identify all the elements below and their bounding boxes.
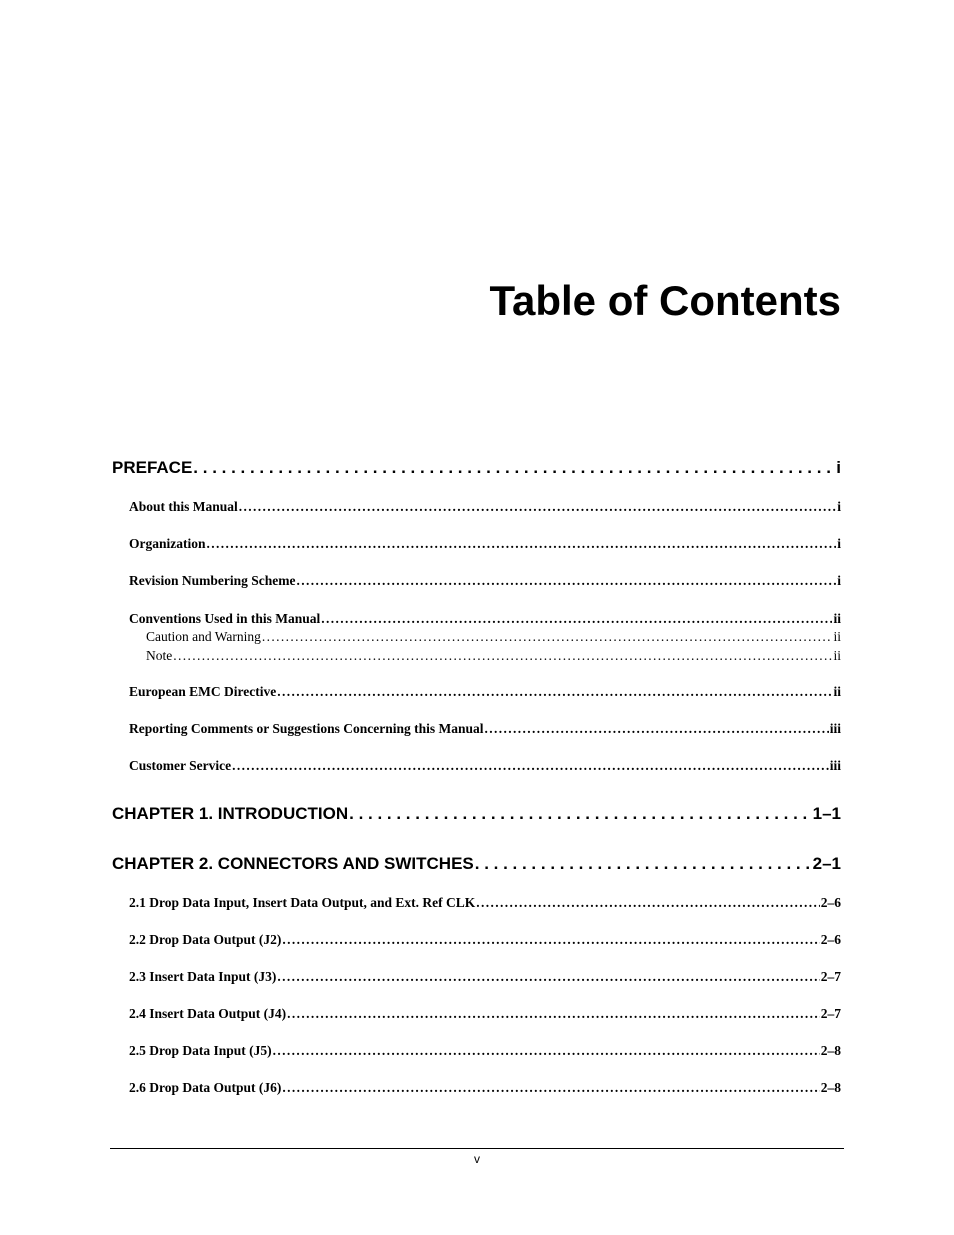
dot-leader [485, 720, 829, 738]
dot-leader [273, 1042, 820, 1060]
dot-leader [173, 647, 832, 665]
toc-entry-chapter-1[interactable] [112, 803, 841, 825]
toc-entry-label: 2.1 Drop Data Input, Insert Data Output, and Ext. Ref CLK [129, 895, 476, 910]
dot-leader [232, 757, 829, 775]
toc-entry-page: 1–1 [812, 804, 841, 823]
dot-leader [282, 931, 819, 949]
toc-entry-page: 2–1 [812, 854, 841, 873]
toc-entry-note[interactable] [146, 647, 841, 665]
dot-leader [349, 803, 812, 825]
dot-leader [297, 572, 837, 590]
toc-entry-page: 2–7 [820, 969, 841, 984]
toc-entry-page: ii [833, 611, 841, 626]
toc-entry-page: i [836, 458, 841, 477]
toc-entry-label: Revision Numbering Scheme [129, 573, 296, 588]
toc-entry-page: ii [833, 629, 841, 644]
toc-entry-section-2-3[interactable] [129, 968, 841, 986]
dot-leader [262, 628, 833, 646]
toc-entry-page: i [837, 536, 841, 551]
toc-entry-label: Organization [129, 536, 206, 551]
dot-leader [476, 894, 819, 912]
toc-entry-label: 2.4 Insert Data Output (J4) [129, 1006, 287, 1021]
dot-leader [193, 457, 835, 479]
footer-divider [110, 1148, 844, 1149]
dot-leader [277, 968, 819, 986]
toc-entry-chapter-2[interactable] [112, 853, 841, 875]
toc-entry-conventions[interactable] [129, 610, 841, 628]
toc-entry-reporting-comments[interactable] [129, 720, 841, 738]
toc-entry-label: Reporting Comments or Suggestions Concerning this Manual [129, 721, 484, 736]
dot-leader [282, 1079, 819, 1097]
toc-entry-page: ii [833, 648, 841, 663]
toc-entry-page: i [837, 499, 841, 514]
toc-entry-section-2-6[interactable] [129, 1079, 841, 1097]
dot-leader [287, 1005, 820, 1023]
toc-entry-page: i [837, 573, 841, 588]
dot-leader [321, 610, 832, 628]
dot-leader [277, 683, 832, 701]
toc-entry-section-2-4[interactable] [129, 1005, 841, 1023]
toc-entry-organization[interactable] [129, 535, 841, 553]
toc-entry-label: Conventions Used in this Manual [129, 611, 321, 626]
toc-entry-label: 2.6 Drop Data Output (J6) [129, 1080, 282, 1095]
toc-entry-preface[interactable] [112, 457, 841, 479]
toc-entry-page: 2–8 [820, 1080, 841, 1095]
toc-entry-page: iii [829, 758, 841, 773]
toc-entry-european-emc-directive[interactable] [129, 683, 841, 701]
toc-entry-caution-and-warning[interactable] [146, 628, 841, 646]
toc-entry-revision-numbering-scheme[interactable] [129, 572, 841, 590]
toc-entry-label: About this Manual [129, 499, 238, 514]
toc-entry-page: 2–6 [820, 932, 841, 947]
dot-leader [207, 535, 837, 553]
toc-entry-page: ii [833, 684, 841, 699]
toc-entry-section-2-2[interactable] [129, 931, 841, 949]
dot-leader [239, 498, 836, 516]
toc-entry-label: 2.2 Drop Data Output (J2) [129, 932, 282, 947]
toc-entry-customer-service[interactable] [129, 757, 841, 775]
page-title: Table of Contents [489, 277, 841, 324]
dot-leader [475, 853, 812, 875]
toc-entry-section-2-5[interactable] [129, 1042, 841, 1060]
toc-entry-label: Note [146, 648, 173, 663]
toc-entry-page: 2–8 [820, 1043, 841, 1058]
toc-entry-label: PREFACE [112, 458, 193, 477]
toc-entry-label: CHAPTER 1. INTRODUCTION [112, 804, 349, 823]
toc-entry-page: 2–7 [820, 1006, 841, 1021]
toc-entry-section-2-1[interactable] [129, 894, 841, 912]
toc-entry-label: CHAPTER 2. CONNECTORS AND SWITCHES [112, 854, 474, 873]
toc-entry-page: 2–6 [820, 895, 841, 910]
toc-entry-label: 2.3 Insert Data Input (J3) [129, 969, 277, 984]
toc-entry-label: Customer Service [129, 758, 232, 773]
toc-entry-about-this-manual[interactable] [129, 498, 841, 516]
toc-entry-label: European EMC Directive [129, 684, 277, 699]
toc-entry-label: 2.5 Drop Data Input (J5) [129, 1043, 272, 1058]
toc-entry-page: iii [829, 721, 841, 736]
toc-entry-label: Caution and Warning [146, 629, 261, 644]
footer-page-number: v [474, 1152, 480, 1166]
